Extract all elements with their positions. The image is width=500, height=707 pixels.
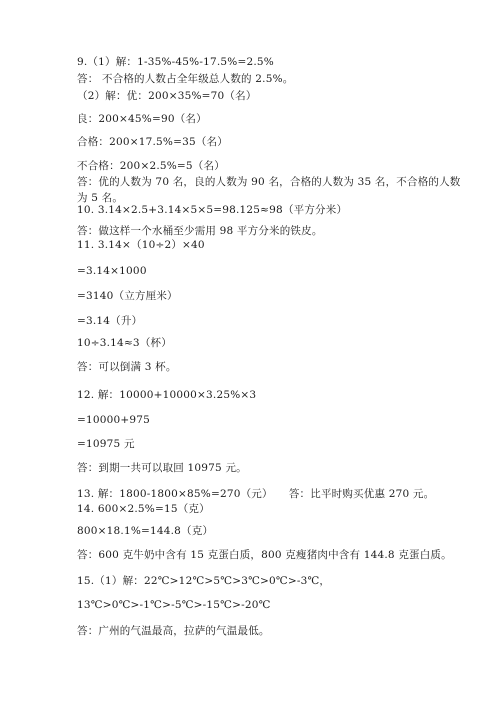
text-line: 14. 600×2.5%=15（克） xyxy=(77,503,210,515)
text-line: 13℃>0℃>-1℃>-5℃>-15℃>-20℃ xyxy=(77,599,271,611)
text-line: 答：做这样一个水桶至少需用 98 平方分米的铁皮。 xyxy=(77,225,323,237)
text-line: 800×18.1%=144.8（克） xyxy=(77,525,214,537)
text-line: （2）解：优：200×35%=70（名） xyxy=(77,90,257,102)
text-line: 答：600 克牛奶中含有 15 克蛋白质，800 克瘦猪肉中含有 144.8 克蛋白质。 xyxy=(77,549,452,561)
text-line: 良：200×45%=90（名） xyxy=(77,113,207,125)
text-line: 12. 解：10000+10000×3.25%×3 xyxy=(77,389,257,401)
text-line: 11. 3.14×（10÷2）×40 xyxy=(77,239,205,251)
text-line: =10975 元 xyxy=(77,438,135,450)
text-line: 不合格：200×2.5%=5（名） xyxy=(77,160,225,172)
text-line: 合格：200×17.5%=35（名） xyxy=(77,136,228,148)
text-line: 答：优的人数为 70 名，良的人数为 90 名，合格的人数为 35 名，不合格的人数 xyxy=(77,176,461,188)
text-line: 答： 不合格的人数占全年级总人数的 2.5%。 xyxy=(77,73,294,85)
text-line: 9.（1）解：1-35%-45%-17.5%=2.5% xyxy=(77,56,274,68)
text-line: 10÷3.14≈3（杯） xyxy=(77,337,172,349)
text-line: =3140（立方厘米） xyxy=(77,290,178,302)
text-line: 10. 3.14×2.5+3.14×5×5=98.125≈98（平方分米） xyxy=(77,204,348,216)
text-line: =3.14×1000 xyxy=(77,265,147,277)
text-line: 答：到期一共可以取回 10975 元。 xyxy=(77,462,247,474)
text-line: 13. 解：1800-1800×85%=270（元） 答：比平时购买优惠 270 元。 xyxy=(77,488,435,500)
text-line: 为 5 名。 xyxy=(77,192,124,204)
text-line: 答：可以倒满 3 杯。 xyxy=(77,361,177,373)
text-line: 答：广州的气温最高，拉萨的气温最低。 xyxy=(77,625,270,637)
text-line: 15.（1）解：22℃>12℃>5℃>3℃>0℃>-3℃， xyxy=(77,575,331,587)
text-line: =3.14（升） xyxy=(77,315,143,327)
text-line: =10000+975 xyxy=(77,414,151,426)
